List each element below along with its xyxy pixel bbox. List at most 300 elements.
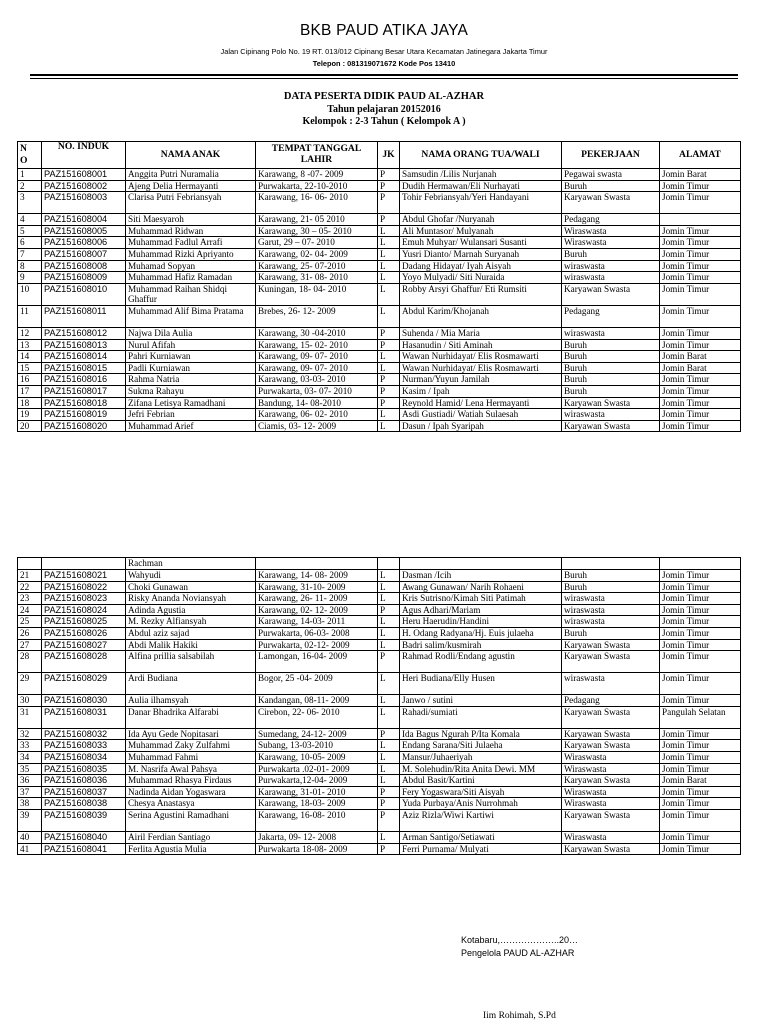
- cell-no: 23: [18, 593, 42, 605]
- cell-alamat: Jomin Timur: [660, 831, 741, 843]
- cell-alamat: [660, 558, 741, 570]
- cell-alamat: Jomin Timur: [660, 397, 741, 409]
- cell-ttl: Karawang, 16- 06- 2010: [256, 192, 378, 214]
- cell-induk: PAZ151608029: [42, 673, 126, 695]
- cell-no: 30: [18, 695, 42, 707]
- cell-ttl: Karawang, 09- 07- 2010: [256, 351, 378, 363]
- cell-no: 28: [18, 651, 42, 673]
- header-ttl: TEMPAT TANGGAL LAHIR: [256, 142, 378, 169]
- cell-jk: L: [378, 237, 400, 249]
- cell-ortu: Tohir Febriansyah/Yeri Handayani: [400, 192, 562, 214]
- cell-induk: PAZ151608037: [42, 786, 126, 798]
- cell-ttl: Karawang, 14- 08- 2009: [256, 570, 378, 582]
- cell-jk: L: [378, 581, 400, 593]
- cell-nama: Sukma Rahayu: [126, 385, 256, 397]
- cell-nama: Siti Maesyaroh: [126, 214, 256, 226]
- cell-induk: PAZ151608010: [42, 283, 126, 305]
- table-row: [18, 272, 741, 284]
- cell-ttl: Kandangan, 08-11- 2009: [256, 695, 378, 707]
- cell-ttl: Karawang, 06- 02- 2010: [256, 409, 378, 421]
- cell-jk: L: [378, 362, 400, 374]
- cell-nama: Muhammad Zaky Zulfahmi: [126, 740, 256, 752]
- continuation-row: [18, 558, 741, 570]
- cell-ortu: Emuh Muhyar/ Wulansari Susanti: [400, 237, 562, 249]
- header-ortu: NAMA ORANG TUA/WALI: [400, 142, 562, 169]
- cell-alamat: Jomin Timur: [660, 751, 741, 763]
- cell-ortu: Heri Budiana/Elly Husen: [400, 673, 562, 695]
- table-row: [18, 651, 741, 673]
- table-row: [18, 305, 741, 327]
- signature-name: Iim Rohimah, S.Pd: [483, 1011, 556, 1021]
- cell-induk: PAZ151608003: [42, 192, 126, 214]
- table-row: [18, 616, 741, 628]
- cell-alamat: Jomin Timur: [660, 798, 741, 810]
- cell-nama: Muhammad Ridwan: [126, 225, 256, 237]
- table-row: [18, 831, 741, 843]
- cell-nama: Ida Ayu Gede Nopitasari: [126, 728, 256, 740]
- cell-nama: Ardi Budiana: [126, 673, 256, 695]
- cell-no: 32: [18, 728, 42, 740]
- cell-ttl: Karawang, 02- 04- 2009: [256, 248, 378, 260]
- cell-alamat: Jomin Barat: [660, 362, 741, 374]
- cell-alamat: Jomin Timur: [660, 604, 741, 616]
- table-row: [18, 283, 741, 305]
- table-row: [18, 627, 741, 639]
- cell-pekerjaan: Karyawan Swasta: [562, 283, 660, 305]
- table-row: [18, 593, 741, 605]
- cell-nama: Clarisa Putri Febriansyah: [126, 192, 256, 214]
- cell-alamat: Jomin Timur: [660, 192, 741, 214]
- cell-jk: P: [378, 728, 400, 740]
- cell-no: 12: [18, 327, 42, 339]
- cell-induk: PAZ151608031: [42, 706, 126, 728]
- cell-alamat: Jomin Timur: [660, 385, 741, 397]
- cell-pekerjaan: wiraswasta: [562, 593, 660, 605]
- table-row: [18, 327, 741, 339]
- table-row: [18, 420, 741, 432]
- cell-jk: L: [378, 593, 400, 605]
- cell-jk: L: [378, 639, 400, 651]
- document-group: Kelompok : 2-3 Tahun ( Kelompok A ): [302, 116, 466, 127]
- cell-nama: Aulia ilhamsyah: [126, 695, 256, 707]
- cell-ortu: Dudih Hermawan/Eli Nurhayati: [400, 180, 562, 192]
- cell-pekerjaan: Karyawan Swasta: [562, 420, 660, 432]
- cell-jk: P: [378, 192, 400, 214]
- cell-ttl: Brebes, 26- 12- 2009: [256, 305, 378, 327]
- cell-pekerjaan: Pegawai swasta: [562, 169, 660, 181]
- table-row: [18, 374, 741, 386]
- cell-nama: Jefri Febrian: [126, 409, 256, 421]
- cell-alamat: Jomin Timur: [660, 639, 741, 651]
- cell-alamat: Jomin Timur: [660, 728, 741, 740]
- cell-pekerjaan: Karyawan Swasta: [562, 192, 660, 214]
- table1-body: [18, 169, 741, 432]
- table-row: [18, 260, 741, 272]
- cell-alamat: Jomin Barat: [660, 169, 741, 181]
- table-row: [18, 763, 741, 775]
- cell-pekerjaan: wiraswasta: [562, 260, 660, 272]
- cell-pekerjaan: Wiraswasta: [562, 751, 660, 763]
- cell-nama: Wahyudi: [126, 570, 256, 582]
- cell-ttl: Karawang, 31- 08- 2010: [256, 272, 378, 284]
- cell-ortu: Rahadi/sumiati: [400, 706, 562, 728]
- cell-induk: PAZ151608014: [42, 351, 126, 363]
- table-row: [18, 728, 741, 740]
- cell-induk: PAZ151608022: [42, 581, 126, 593]
- cell-induk: PAZ151608012: [42, 327, 126, 339]
- cell-jk: L: [378, 272, 400, 284]
- cell-ttl: Bandung, 14- 08-2010: [256, 397, 378, 409]
- cell-no: 8: [18, 260, 42, 272]
- cell-alamat: Jomin Timur: [660, 327, 741, 339]
- cell-ttl: Karawang, 8 -07- 2009: [256, 169, 378, 181]
- cell-ortu: Kris Sutrisno/Kimah Siti Patimah: [400, 593, 562, 605]
- student-table-page1: [17, 141, 741, 432]
- cell-ortu: [400, 558, 562, 570]
- cell-induk: PAZ151608032: [42, 728, 126, 740]
- cell-jk: P: [378, 385, 400, 397]
- cell-jk: L: [378, 627, 400, 639]
- cell-jk: L: [378, 570, 400, 582]
- cell-pekerjaan: Karyawan Swasta: [562, 651, 660, 673]
- table-row: [18, 225, 741, 237]
- cell-jk: P: [378, 214, 400, 226]
- cell-ortu: Endang Sarana/Siti Julaeha: [400, 740, 562, 752]
- cell-jk: [378, 558, 400, 570]
- cell-alamat: Jomin Timur: [660, 616, 741, 628]
- cell-ttl: Karawang, 09- 07- 2010: [256, 362, 378, 374]
- cell-alamat: Jomin Timur: [660, 570, 741, 582]
- cell-nama: Ferlita Agustia Mulia: [126, 843, 256, 855]
- cell-pekerjaan: Buruh: [562, 339, 660, 351]
- cell-ortu: Nurman/Yuyun Jamilah: [400, 374, 562, 386]
- cell-ortu: Aziz Rizla/Wiwi Kartiwi: [400, 809, 562, 831]
- cell-nama: Serina Agustini Ramadhani: [126, 809, 256, 831]
- header-pekerjaan: PEKERJAAN: [562, 142, 660, 169]
- cell-jk: P: [378, 809, 400, 831]
- cell-induk: PAZ151608008: [42, 260, 126, 272]
- cell-nama: Abdi Malik Hakiki: [126, 639, 256, 651]
- cell-ttl: Karawang, 16-08- 2010: [256, 809, 378, 831]
- table-row: [18, 169, 741, 181]
- cell-alamat: Jomin Timur: [660, 237, 741, 249]
- cell-no: 2: [18, 180, 42, 192]
- cell-ortu: Fery Yogaswara/Siti Aisyah: [400, 786, 562, 798]
- cell-jk: L: [378, 616, 400, 628]
- table-row: [18, 695, 741, 707]
- cell-ortu: Abdul Karim/Khojanah: [400, 305, 562, 327]
- cell-nama: Ajeng Delia Hermayanti: [126, 180, 256, 192]
- cell-no: 10: [18, 283, 42, 305]
- cell-alamat: Jomin Timur: [660, 374, 741, 386]
- cell-ortu: Abdul Basit/Kartini: [400, 775, 562, 787]
- cell-alamat: Jomin Timur: [660, 283, 741, 305]
- cell-induk: PAZ151608002: [42, 180, 126, 192]
- cell-alamat: [660, 214, 741, 226]
- cell-jk: L: [378, 751, 400, 763]
- cell-no: 36: [18, 775, 42, 787]
- cell-no: 35: [18, 763, 42, 775]
- cell-ttl: Subang, 13-03-2010: [256, 740, 378, 752]
- cell-no: 37: [18, 786, 42, 798]
- cell-alamat: Jomin Timur: [660, 673, 741, 695]
- cell-ttl: Cirebon, 22- 06- 2010: [256, 706, 378, 728]
- cell-induk: PAZ151608011: [42, 305, 126, 327]
- cell-jk: L: [378, 248, 400, 260]
- cell-alamat: Jomin Timur: [660, 763, 741, 775]
- cell-ttl: Jakarta, 09- 12- 2008: [256, 831, 378, 843]
- cell-nama: Nurul Afifah: [126, 339, 256, 351]
- cell-pekerjaan: [562, 558, 660, 570]
- cell-pekerjaan: Karyawan Swasta: [562, 728, 660, 740]
- cell-alamat: Jomin Timur: [660, 627, 741, 639]
- cell-pekerjaan: wiraswasta: [562, 673, 660, 695]
- cell-no: 24: [18, 604, 42, 616]
- cell-induk: PAZ151608007: [42, 248, 126, 260]
- cell-alamat: Jomin Timur: [660, 180, 741, 192]
- cell-induk: PAZ151608039: [42, 809, 126, 831]
- cell-ttl: Sumedang, 24-12- 2009: [256, 728, 378, 740]
- cell-induk: PAZ151608020: [42, 420, 126, 432]
- cell-induk: PAZ151608004: [42, 214, 126, 226]
- cell-jk: P: [378, 180, 400, 192]
- cell-ortu: Kasim / Ipah: [400, 385, 562, 397]
- cell-no: 19: [18, 409, 42, 421]
- cell-ortu: Suhenda / Mia Maria: [400, 327, 562, 339]
- cell-pekerjaan: Karyawan Swasta: [562, 775, 660, 787]
- cell-no: 16: [18, 374, 42, 386]
- cell-pekerjaan: wiraswasta: [562, 409, 660, 421]
- cell-no: 22: [18, 581, 42, 593]
- cell-jk: P: [378, 651, 400, 673]
- cell-jk: L: [378, 740, 400, 752]
- cell-induk: PAZ151608013: [42, 339, 126, 351]
- cell-induk: [42, 558, 126, 570]
- table-row: [18, 192, 741, 214]
- header-alamat: ALAMAT: [660, 142, 741, 169]
- cell-ortu: Robby Arsyi Ghaffur/ Eti Rumsiti: [400, 283, 562, 305]
- org-address: Jalan Cipinang Polo No. 19 RT. 013/012 Cipinang Besar Utara Kecamatan Jatinegara Jakarta Timur: [220, 47, 548, 56]
- cell-alamat: Jomin Timur: [660, 409, 741, 421]
- cell-nama: Najwa Dila Aulia: [126, 327, 256, 339]
- table-row: [18, 786, 741, 798]
- cell-alamat: Jomin Timur: [660, 695, 741, 707]
- cell-no: 39: [18, 809, 42, 831]
- header-no: N O: [18, 142, 42, 169]
- cell-no: 13: [18, 339, 42, 351]
- cell-alamat: Jomin Timur: [660, 305, 741, 327]
- org-name: BKB PAUD ATIKA JAYA: [299, 22, 469, 39]
- table-row: [18, 798, 741, 810]
- cell-no: 7: [18, 248, 42, 260]
- cell-alamat: Jomin Timur: [660, 809, 741, 831]
- cell-nama: Muhammad Arief: [126, 420, 256, 432]
- cell-nama: Rahma Natria: [126, 374, 256, 386]
- cell-nama: Choki Gunawan: [126, 581, 256, 593]
- cell-pekerjaan: Buruh: [562, 570, 660, 582]
- table-row: [18, 581, 741, 593]
- cell-alamat: Jomin Timur: [660, 786, 741, 798]
- cell-alamat: Jomin Timur: [660, 420, 741, 432]
- cell-nama: Alfina prillia salsabilah: [126, 651, 256, 673]
- cell-ttl: Garut, 29 – 07- 2010: [256, 237, 378, 249]
- cell-alamat: Jomin Timur: [660, 740, 741, 752]
- cell-no: 3: [18, 192, 42, 214]
- cell-ortu: H. Odang Radyana/Hj. Euis julaeha: [400, 627, 562, 639]
- cell-induk: PAZ151608041: [42, 843, 126, 855]
- cell-pekerjaan: wiraswasta: [562, 616, 660, 628]
- cell-ttl: Bogor, 25 -04- 2009: [256, 673, 378, 695]
- cell-pekerjaan: Karyawan Swasta: [562, 639, 660, 651]
- table2-body: [18, 558, 741, 855]
- cell-pekerjaan: Buruh: [562, 581, 660, 593]
- table-row: [18, 740, 741, 752]
- cell-induk: PAZ151608027: [42, 639, 126, 651]
- cell-alamat: Pangulah Selatan: [660, 706, 741, 728]
- cell-ttl: Karawang, 03-03- 2010: [256, 374, 378, 386]
- cell-pekerjaan: Buruh: [562, 374, 660, 386]
- header-nama: NAMA ANAK: [126, 142, 256, 169]
- cell-ttl: Purwakarta,12-04- 2009: [256, 775, 378, 787]
- cell-jk: P: [378, 843, 400, 855]
- cell-alamat: Jomin Barat: [660, 351, 741, 363]
- cell-pekerjaan: Buruh: [562, 385, 660, 397]
- cell-jk: L: [378, 260, 400, 272]
- cell-pekerjaan: Karyawan Swasta: [562, 843, 660, 855]
- cell-nama: Chesya Anastasya: [126, 798, 256, 810]
- table-row: [18, 706, 741, 728]
- cell-pekerjaan: Buruh: [562, 362, 660, 374]
- cell-ortu: Ferri Purnama/ Mulyati: [400, 843, 562, 855]
- cell-induk: PAZ151608019: [42, 409, 126, 421]
- cell-ttl: Purwakarta, 02-12- 2009: [256, 639, 378, 651]
- table-row: [18, 339, 741, 351]
- table-row: [18, 248, 741, 260]
- cell-no: 25: [18, 616, 42, 628]
- cell-jk: L: [378, 695, 400, 707]
- cell-induk: PAZ151608006: [42, 237, 126, 249]
- cell-ortu: Wawan Nurhidayat/ Elis Rosmawarti: [400, 362, 562, 374]
- cell-ortu: Agus Adhari/Mariam: [400, 604, 562, 616]
- cell-ortu: Dadang Hidayat/ Iyah Aisyah: [400, 260, 562, 272]
- cell-alamat: Jomin Timur: [660, 581, 741, 593]
- letterhead-rule-thin: [30, 78, 738, 79]
- cell-induk: PAZ151608040: [42, 831, 126, 843]
- cell-no: 29: [18, 673, 42, 695]
- cell-no: 14: [18, 351, 42, 363]
- cell-ortu: Yusri Dianto/ Marnah Suryanah: [400, 248, 562, 260]
- cell-nama: Zifana Letisya Ramadhani: [126, 397, 256, 409]
- cell-ortu: M. Solehudin/Rita Anita Dewi. MM: [400, 763, 562, 775]
- cell-ttl: Karawang, 26- 11- 2009: [256, 593, 378, 605]
- table-row: [18, 362, 741, 374]
- cell-ortu: Reynold Hamid/ Lena Hermayanti: [400, 397, 562, 409]
- cell-pekerjaan: Pedagang: [562, 214, 660, 226]
- cell-induk: PAZ151608001: [42, 169, 126, 181]
- cell-jk: L: [378, 763, 400, 775]
- cell-induk: PAZ151608023: [42, 593, 126, 605]
- cell-ttl: Purwakarta, 03- 07- 2010: [256, 385, 378, 397]
- cell-no: 20: [18, 420, 42, 432]
- cell-ttl: Purwakarta 18-08- 2009: [256, 843, 378, 855]
- cell-ttl: Karawang, 21- 05 2010: [256, 214, 378, 226]
- cell-pekerjaan: Wiraswasta: [562, 831, 660, 843]
- cell-pekerjaan: Buruh: [562, 627, 660, 639]
- cell-nama: Muhammad Hafiz Ramadan: [126, 272, 256, 284]
- cell-nama: M. Nasrifa Awal Pahsya: [126, 763, 256, 775]
- cell-ttl: Purwakarta .02-01- 2009: [256, 763, 378, 775]
- cell-jk: L: [378, 283, 400, 305]
- cell-ortu: Mansur/Juhaeriyah: [400, 751, 562, 763]
- cell-jk: P: [378, 339, 400, 351]
- header-jk: JK: [378, 142, 400, 169]
- cell-nama: Muhammad Rhasya Firdaus: [126, 775, 256, 787]
- cell-no: 31: [18, 706, 42, 728]
- cell-pekerjaan: Karyawan Swasta: [562, 706, 660, 728]
- cell-nama: Muhammad Fadlul Arrafi: [126, 237, 256, 249]
- cell-jk: P: [378, 798, 400, 810]
- cell-nama: Abdul aziz sajad: [126, 627, 256, 639]
- cell-ttl: Purwakarta, 06-03- 2008: [256, 627, 378, 639]
- cell-no: 38: [18, 798, 42, 810]
- cell-pekerjaan: wiraswasta: [562, 327, 660, 339]
- cell-jk: L: [378, 409, 400, 421]
- table-row: [18, 351, 741, 363]
- cell-no: [18, 558, 42, 570]
- org-phone: Telepon : 081319071672 Kode Pos 13410: [312, 59, 456, 68]
- cell-ortu: Awang Gunawan/ Narih Rohaeni: [400, 581, 562, 593]
- table-row: [18, 397, 741, 409]
- cell-pekerjaan: Wiraswasta: [562, 786, 660, 798]
- cell-ortu: Ida Bagus Ngurah P/Ita Komala: [400, 728, 562, 740]
- cell-ttl: Karawang, 10-05- 2009: [256, 751, 378, 763]
- cell-ortu: Janwo / sutini: [400, 695, 562, 707]
- cell-alamat: Jomin Barat: [660, 775, 741, 787]
- cell-induk: PAZ151608038: [42, 798, 126, 810]
- cell-ttl: Kuningan, 18- 04- 2010: [256, 283, 378, 305]
- cell-pekerjaan: Karyawan Swasta: [562, 397, 660, 409]
- document-title: DATA PESERTA DIDIK PAUD AL-AZHAR: [283, 91, 485, 102]
- cell-ttl: Karawang, 30 – 05- 2010: [256, 225, 378, 237]
- table-row: [18, 409, 741, 421]
- cell-ttl: Karawang, 15- 02- 2010: [256, 339, 378, 351]
- cell-jk: L: [378, 420, 400, 432]
- cell-pekerjaan: Karyawan Swasta: [562, 740, 660, 752]
- cell-ttl: Karawang, 14-03- 2011: [256, 616, 378, 628]
- cell-induk: PAZ151608009: [42, 272, 126, 284]
- cell-jk: L: [378, 673, 400, 695]
- cell-no: 21: [18, 570, 42, 582]
- cell-pekerjaan: Wiraswasta: [562, 798, 660, 810]
- cell-no: 40: [18, 831, 42, 843]
- cell-no: 41: [18, 843, 42, 855]
- cell-ttl: [256, 558, 378, 570]
- cell-ortu: Dasun / Ipah Syaripah: [400, 420, 562, 432]
- cell-pekerjaan: Pedagang: [562, 695, 660, 707]
- table-row: [18, 385, 741, 397]
- cell-induk: PAZ151608035: [42, 763, 126, 775]
- cell-jk: P: [378, 327, 400, 339]
- table-row: [18, 604, 741, 616]
- cell-ortu: Ali Muntasor/ Mulyanah: [400, 225, 562, 237]
- cell-ortu: Hasanudin / Siti Aminah: [400, 339, 562, 351]
- cell-jk: P: [378, 604, 400, 616]
- cell-pekerjaan: Pedagang: [562, 305, 660, 327]
- table-row: [18, 237, 741, 249]
- cell-jk: L: [378, 831, 400, 843]
- cell-ttl: Karawang, 31-10- 2009: [256, 581, 378, 593]
- cell-jk: L: [378, 775, 400, 787]
